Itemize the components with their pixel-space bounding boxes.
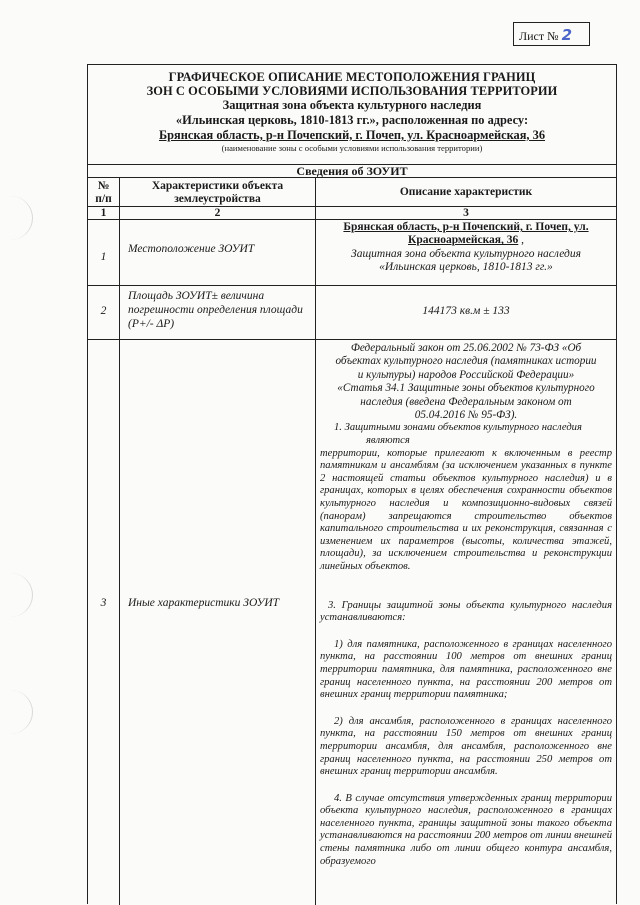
column-number-3: 3 [463,207,469,219]
law-item-1-body: территории, которые прилегают к включенным в реестр памятникам и ансамблям (за исключением указанных в пункте 2 настоящей статьи объектов культурного наследия) и в границах, которых в целях обеспечения сохранности объектов культурного наследия и композиционно-видовых связей (панорам) запрещаются строительство объектов капитального строительства и их реконструкция, связанная с изменением их параметров (высоты, количества этажей, площади), за исключением строительства и реконструкции линейных объектов. [320,447,612,572]
column-divider [119,177,120,905]
law-item-3-heading: 3. Границы защитной зоны объекта культурного наследия устанавливаются: [320,599,612,624]
law-item-4: 4. В случае отсутствия утвержденных границ территории объекта культурного наследия, расположенного в границах населенного пункта, границы защитной зоны такого объекта устанавливаются на расстоянии 200 метров от линии внешней стены памятника либо от линии общего контура ансамбля, образуемого [320,792,612,867]
column-header-number: № п/п [95,180,112,205]
row-2-area-value: 144173 кв.м ± 133 [422,305,510,317]
row-1-description [316,221,616,274]
column-header-description: Описание характеристик [399,186,533,198]
law-item-3-1: 1) для памятника, расположенного в границах населенного пункта, на расстоянии 100 метров от внешних границ территории памятника, для памятника, расположенного вне границ населенного пункта, на расстоянии 200 метров от внешних границ территории памятника; [320,638,612,701]
header-line-2: ЗОН С ОСОБЫМИ УСЛОВИЯМИ ИСПОЛЬЗОВАНИЯ ТЕРРИТОРИИ [146,84,558,98]
row-1-address-tail: , [518,234,525,247]
sheet-label: Лист № [519,29,559,43]
rule [88,339,616,340]
row-1-name: Местоположение ЗОУИТ [128,243,255,255]
law-item-1-heading: 1. Защитными зонами объектов культурного наследия являются [334,422,582,447]
row-3-number: 3 [100,597,107,609]
row-3-law-text [316,342,616,868]
punch-hole [0,690,33,734]
row-2-number: 2 [100,305,107,317]
row-2-name: Площадь ЗОУИТ± величина погрешности определения площади (P+/- ΔP) [128,290,303,330]
rule [88,219,616,220]
header-line-5: Брянская область, р-н Почепский, г. Почеп, ул. Красноармейская, 36 [158,128,546,142]
row-3-name: Иные характеристики ЗОУИТ [128,597,280,609]
rule [88,285,616,286]
sheet-number: 2 [561,26,573,44]
header-caption: (наименование зоны с особыми условиями использования территории) [221,143,483,153]
row-1-desc-line-2: «Ильинская церковь, 1810-1813 гг.» [379,260,553,273]
column-number-1: 1 [100,207,107,219]
document-frame [87,64,617,904]
punch-hole [0,196,33,240]
row-1-address-line-1: Брянская область, р-н Почепский, г. Почеп, ул. [343,221,589,233]
punch-hole [0,573,33,617]
row-1-address-line-2: Красноармейская, 36 [407,234,519,247]
law-heading: Федеральный закон от 25.06.2002 № 73-ФЗ «Об объектах культурного наследия (памятниках истории и культуры) народов Российской Федерации» «Статья 34.1 Защитные зоны объектов культурного наследия (введена Федеральным законом от 05.04.2016 № 95-ФЗ). [335,342,597,422]
law-item-3-2: 2) для ансамбля, расположенного в границах населенного пункта, на расстоянии 150 метров от внешних границ территории ансамбля, для ансамбля, расположенного вне границ населенного пункта, на расстоянии 250 метров от внешних границ территории ансамбля. [320,715,612,778]
section-title: Сведения об ЗОУИТ [296,164,408,178]
row-1-desc-line-1: Защитная зона объекта культурного наследия [351,247,581,260]
row-1-number: 1 [100,251,107,263]
header-line-4: «Ильинская церковь, 1810-1813 гг.», расположенная по адресу: [175,113,529,127]
column-header-characteristics: Характеристики объекта землеустройства [151,180,284,205]
sheet-number-box [513,22,590,46]
column-number-2: 2 [214,207,221,219]
rule [88,177,616,178]
header-line-3: Защитная зона объекта культурного наследия [222,98,482,112]
header-line-1: ГРАФИЧЕСКОЕ ОПИСАНИЕ МЕСТОПОЛОЖЕНИЯ ГРАНИЦ [168,70,536,84]
document-header [88,65,616,154]
